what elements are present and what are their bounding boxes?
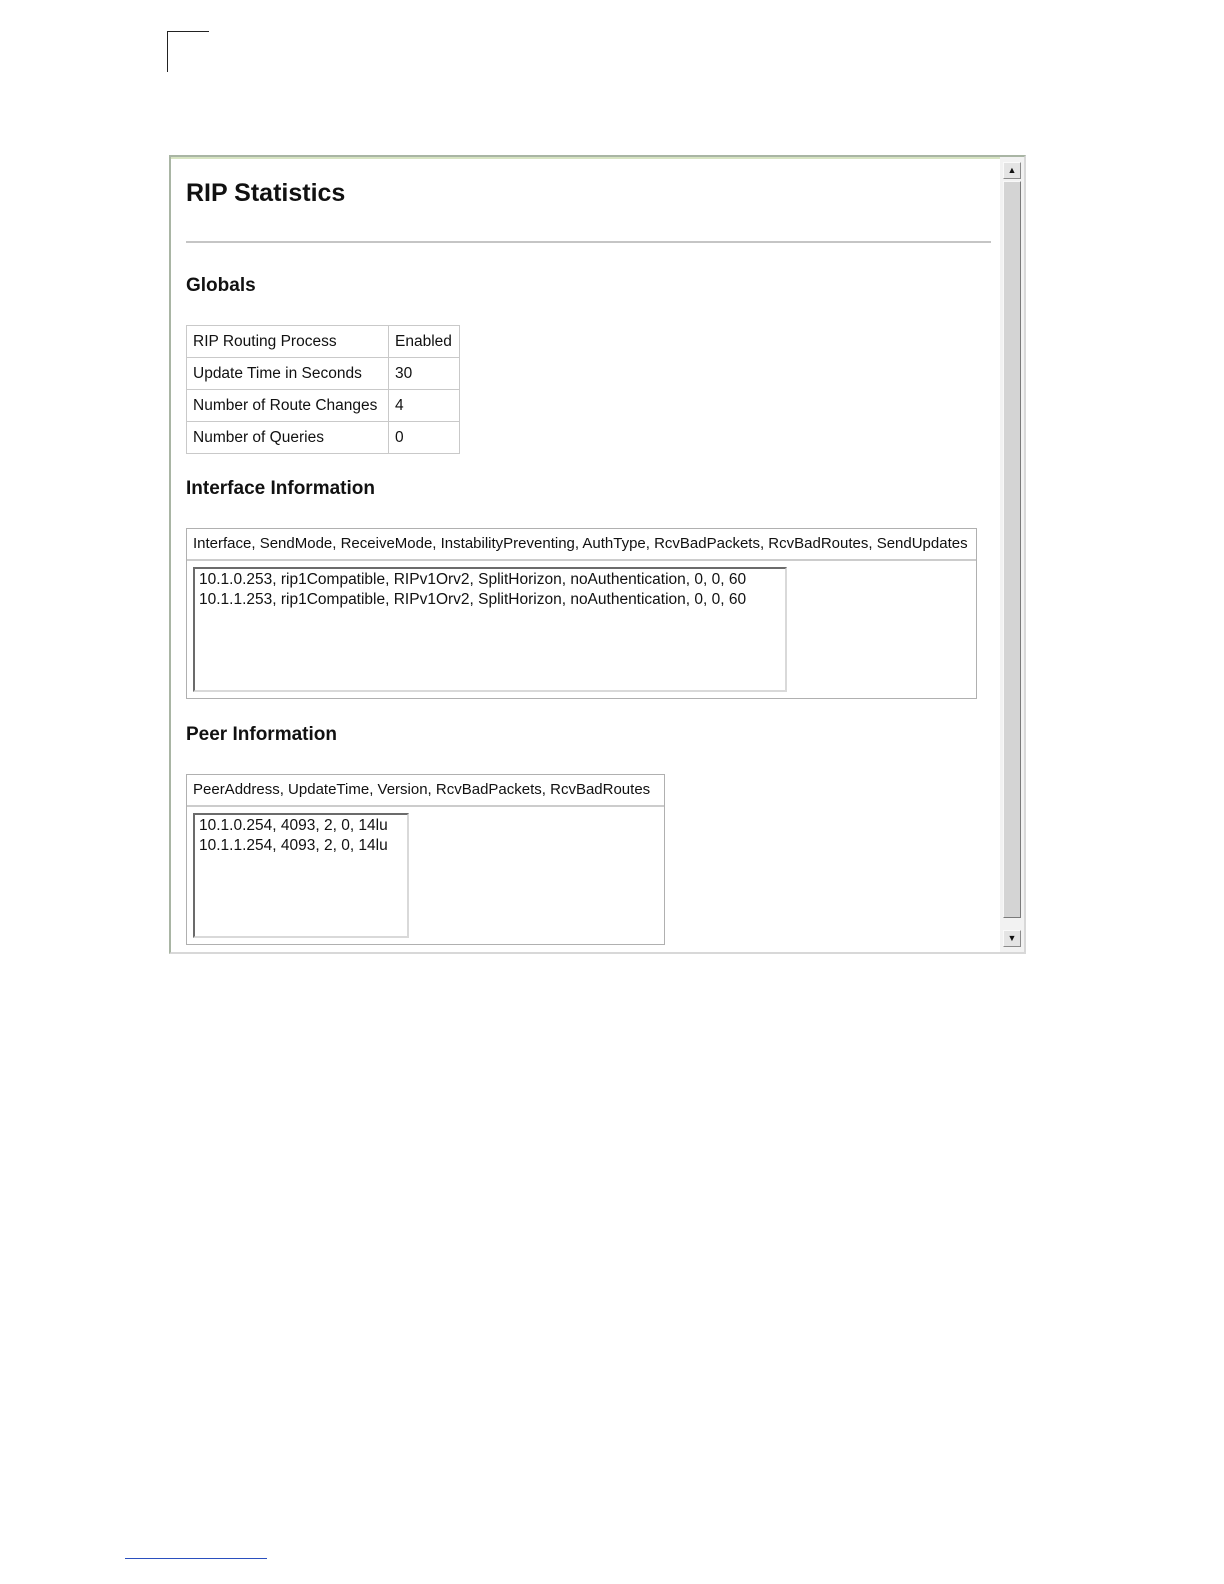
globals-label: Number of Route Changes	[187, 390, 389, 422]
globals-heading: Globals	[186, 275, 256, 296]
table-row	[187, 422, 460, 454]
scrollbar-thumb[interactable]	[1003, 181, 1021, 918]
globals-value: 4	[389, 390, 460, 422]
scroll-down-arrow-icon[interactable]: ▼	[1003, 930, 1021, 947]
globals-label: Number of Queries	[187, 422, 389, 454]
crop-mark-horizontal	[167, 31, 209, 32]
interface-information-textarea[interactable]	[193, 567, 787, 692]
scroll-up-arrow-icon[interactable]: ▲	[1003, 162, 1021, 179]
vertical-scrollbar[interactable]	[1000, 157, 1024, 952]
browser-content-frame	[169, 155, 1026, 954]
list-item: 10.1.0.253, rip1Compatible, RIPv1Orv2, SplitHorizon, noAuthentication, 0, 0, 60	[199, 571, 747, 588]
globals-value: 30	[389, 358, 460, 390]
title-divider	[186, 241, 991, 243]
peer-information-heading: Peer Information	[186, 724, 337, 745]
globals-label: RIP Routing Process	[187, 326, 389, 358]
table-row	[187, 326, 460, 358]
crop-mark-vertical	[167, 31, 168, 72]
globals-value: 0	[389, 422, 460, 454]
peer-information-box	[186, 774, 665, 945]
globals-value: Enabled	[389, 326, 460, 358]
peer-information-textarea[interactable]	[193, 813, 409, 938]
globals-table	[186, 325, 460, 454]
list-item: 10.1.1.253, rip1Compatible, RIPv1Orv2, SplitHorizon, noAuthentication, 0, 0, 60	[199, 591, 747, 608]
frame-seam	[171, 701, 1000, 703]
interface-information-heading: Interface Information	[186, 478, 375, 499]
list-item: 10.1.1.254, 4093, 2, 0, 14lu	[199, 837, 388, 854]
page-content	[171, 157, 1000, 952]
interface-columns-header: Interface, SendMode, ReceiveMode, InstabilityPreventing, AuthType, RcvBadPackets, RcvBadRoutes, SendUpdates	[187, 529, 976, 561]
footer-rule	[125, 1558, 267, 1559]
table-row	[187, 358, 460, 390]
list-item: 10.1.0.254, 4093, 2, 0, 14lu	[199, 817, 388, 834]
interface-information-box	[186, 528, 977, 699]
table-row	[187, 390, 460, 422]
globals-label: Update Time in Seconds	[187, 358, 389, 390]
page-title: RIP Statistics	[186, 179, 346, 207]
peer-columns-header: PeerAddress, UpdateTime, Version, RcvBadPackets, RcvBadRoutes	[187, 775, 664, 807]
